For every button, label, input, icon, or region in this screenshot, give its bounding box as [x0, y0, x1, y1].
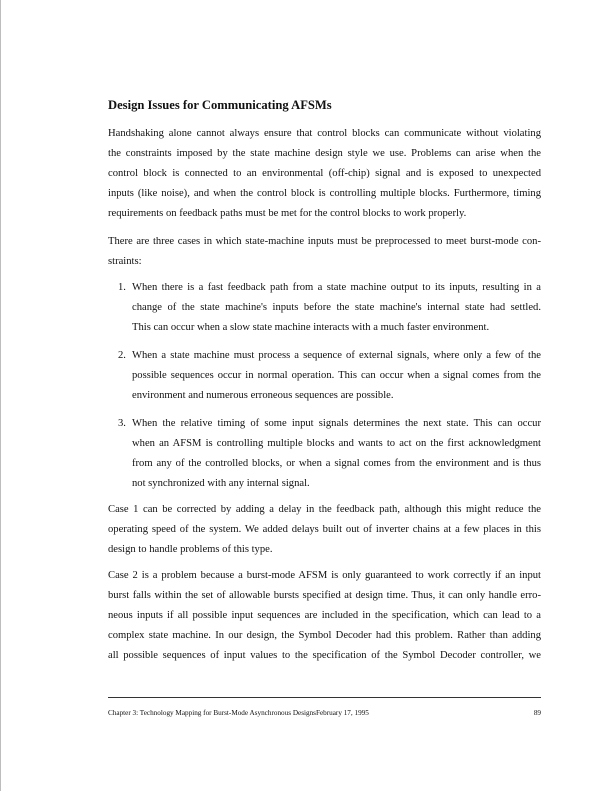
case-number: 2. — [118, 350, 126, 361]
case-item-3 — [108, 414, 541, 494]
case-item-1 — [108, 278, 541, 338]
text-line: the constraints imposed by the state machine design style we use. Problems can arise when the — [108, 148, 541, 159]
footer-chapter-title: Chapter 3: Technology Mapping for Burst-Mode Asynchronous DesignsFebruary 17, 1995 — [108, 709, 369, 717]
text-line: When the relative timing of some input signals determines the next state. This can occur — [132, 418, 541, 429]
case-number: 1. — [118, 282, 126, 293]
text-line: operating speed of the system. We added delays built out of inverter chains at a few places in this — [108, 524, 541, 535]
text-line: from any of the controlled blocks, or when a signal comes from the environment and is thus — [132, 458, 541, 469]
text-line: This can occur when a slow state machine interacts with a much faster environment. — [132, 322, 490, 333]
paragraph-three-cases — [108, 232, 541, 272]
text-line: design to handle problems of this type. — [108, 544, 273, 555]
case-number: 3. — [118, 418, 126, 429]
section-heading: Design Issues for Communicating AFSMs — [108, 98, 332, 112]
text-line: change of the state machine's inputs before the state machine's internal state had settled. — [132, 302, 541, 313]
text-line: when an AFSM is controlling multiple blocks and wants to act on the first acknowledgment — [132, 438, 541, 449]
text-line: Case 1 can be corrected by adding a delay in the feedback path, although this might reduce the — [108, 504, 541, 515]
text-line: When there is a fast feedback path from a state machine output to its inputs, resulting in a — [132, 282, 541, 293]
text-line: environment and numerous erroneous sequences are possible. — [132, 390, 394, 401]
text-line: There are three cases in which state-machine inputs must be preprocessed to meet burst-mode con- — [108, 236, 541, 247]
paragraph-case-2 — [108, 566, 541, 666]
text-line: complex state machine. In our design, the Symbol Decoder had this problem. Rather than adding — [108, 630, 541, 641]
paragraph-case-1 — [108, 500, 541, 560]
paragraph-intro — [108, 124, 541, 224]
scan-edge — [0, 0, 1, 791]
case-item-2 — [108, 346, 541, 406]
text-line: When a state machine must process a sequence of external signals, where only a few of the — [132, 350, 541, 361]
page-number: 89 — [533, 709, 541, 717]
text-line: inputs (like noise), and when the control block is controlling multiple blocks. Furthermore, timing — [108, 188, 541, 199]
text-line: straints: — [108, 256, 142, 267]
text-line: burst falls within the set of allowable bursts specified at design time. Thus, it can only handle erro- — [108, 590, 541, 601]
text-line: all possible sequences of input values to the specification of the Symbol Decoder controller, we — [108, 650, 541, 661]
text-line: control block is connected to an environmental (off-chip) signal and is exposed to unexpected — [108, 168, 541, 179]
text-line: Handshaking alone cannot always ensure that control blocks can communicate without violating — [108, 128, 541, 139]
cases-list — [108, 278, 541, 494]
text-line: Case 2 is a problem because a burst-mode AFSM is only guaranteed to work correctly if an input — [108, 570, 541, 581]
footer-divider — [108, 697, 541, 698]
text-line: possible sequences occur in normal operation. This can occur when a signal comes from the — [132, 370, 541, 381]
text-line: neous inputs if all possible input sequences are included in the specification, which can lead to a — [108, 610, 541, 621]
text-line: not synchronized with any internal signal. — [132, 478, 310, 489]
text-line: requirements on feedback paths must be met for the control blocks to work properly. — [108, 208, 467, 219]
